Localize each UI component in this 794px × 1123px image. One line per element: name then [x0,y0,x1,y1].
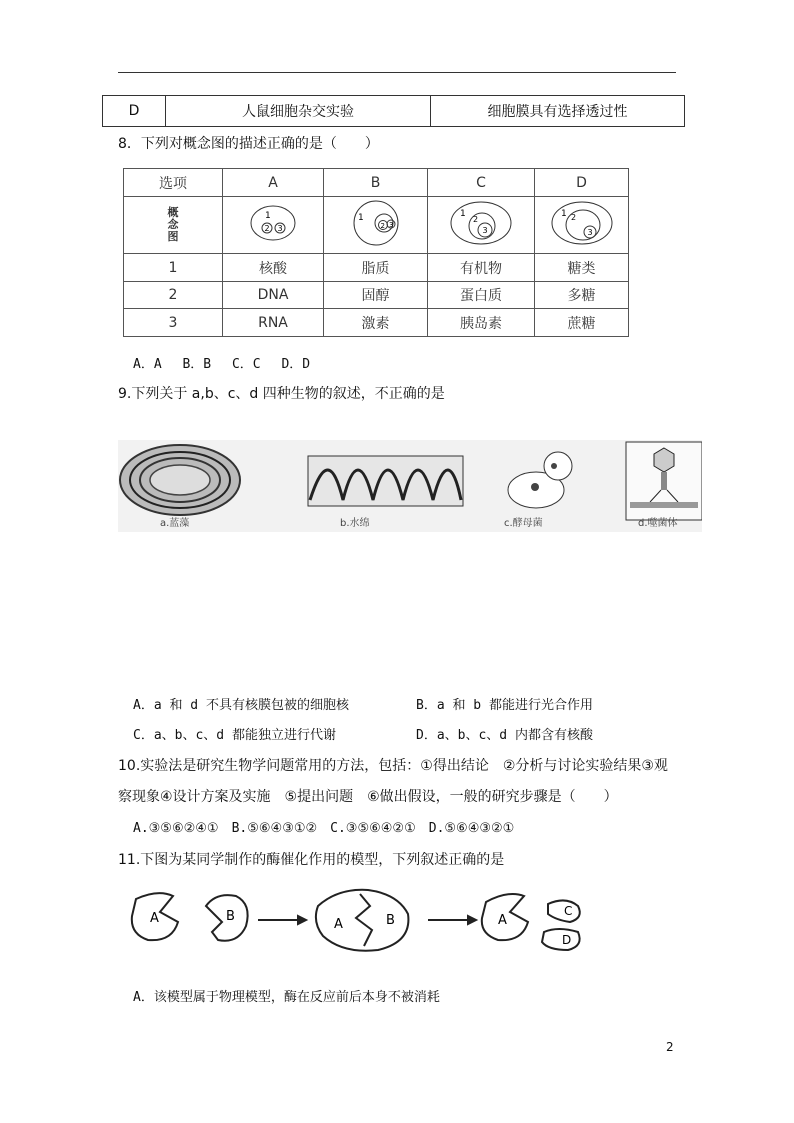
spirogyra-illustration [308,456,463,506]
cyanobacteria-illustration [120,445,240,515]
table-cell: 1 [124,254,223,282]
table-cell: 蛋白质 [428,282,535,309]
diagram-number: 3 [587,228,593,237]
table-row [103,96,685,127]
figure-label: a.蓝藻 [160,518,190,529]
diagram-number: 3 [277,224,283,233]
diagram-label-char: 念 [167,218,179,231]
model-label: C [564,904,573,918]
q9-stem: 9.下列关于 a,b、c、d 四种生物的叙述，不正确的是 [118,386,445,402]
table-cell: 多糖 [535,282,629,309]
diagram-number: 3 [388,221,393,229]
table-row [124,197,629,254]
table-row [124,282,629,309]
concept-diagram-d-svg [547,198,617,248]
diagram-row-label [124,197,223,254]
q8-stem: 8．下列对概念图的描述正确的是（ ） [118,136,379,152]
diagram-number: 2 [264,224,270,233]
diagram-number: 2 [380,222,385,230]
table-cell: 有机物 [428,254,535,282]
table-header: A [223,169,324,197]
concept-diagram-a [223,197,324,254]
figure-label: b.水绵 [340,518,370,529]
organisms-figure [118,440,702,532]
table-cell: RNA [223,309,324,337]
diagram-number: 2 [473,215,479,224]
phage-illustration [626,442,702,520]
table-header: B [324,169,428,197]
diagram-label-char: 图 [167,230,179,243]
concept-table [123,168,629,337]
table-row [124,309,629,337]
table-row [124,169,629,197]
enzyme-model-figure [128,884,598,964]
model-label: A [498,913,507,928]
figure-label: d.噬菌体 [638,518,678,529]
diagram-number: 1 [265,211,271,221]
table-cell: 脂质 [324,254,428,282]
diagram-number: 1 [357,213,364,223]
concept-diagram-c-svg [446,198,516,248]
top-table [102,95,685,127]
model-label: A [334,917,343,932]
table-cell: 细胞膜具有选择透过性 [431,96,685,127]
figure-label: c.酵母菌 [504,518,543,529]
concept-diagram-a-svg [243,201,303,245]
table-cell: 蔗糖 [535,309,629,337]
diagram-number: 2 [570,213,576,222]
q10-stem-line1: 10.实验法是研究生物学问题常用的方法，包括：①得出结论 ②分析与讨论实验结果③观 [118,758,668,774]
table-cell: 3 [124,309,223,337]
table-cell: 糖类 [535,254,629,282]
q11-stem: 11.下图为某同学制作的酶催化作用的模型，下列叙述正确的是 [118,852,505,868]
table-cell: 固醇 [324,282,428,309]
page-number: 2 [666,1040,674,1054]
q10-options: A.③⑤⑥②④① B.⑤⑥④③①② C.③⑤⑥④②① D.⑤⑥④③②① [133,821,515,836]
diagram-number: 3 [482,226,488,235]
q11-option-a: A．该模型属于物理模型，酶在反应前后本身不被消耗 [133,990,440,1005]
table-cell: 人鼠细胞杂交实验 [166,96,431,127]
table-header: D [535,169,629,197]
table-cell: D [103,96,166,127]
header-rule [118,72,676,73]
concept-diagram-d [535,197,629,254]
diagram-label-char: 概 [167,206,179,219]
model-label: B [226,909,235,924]
q9-option-d: D．a、b、c、d 内都含有核酸 [416,728,593,743]
table-cell: 2 [124,282,223,309]
table-header: C [428,169,535,197]
table-row [124,254,629,282]
q10-stem-line2: 察现象④设计方案及实施 ⑤提出问题 ⑥做出假设，一般的研究步骤是（ ） [118,789,618,805]
table-cell: 胰岛素 [428,309,535,337]
diagram-number: 1 [560,209,567,219]
table-cell: DNA [223,282,324,309]
q8-options: A．A B．B C．C D．D [133,357,311,372]
table-cell: 核酸 [223,254,324,282]
q9-option-a: A．a 和 d 不具有核膜包被的细胞核 [133,698,349,713]
model-label: A [150,911,159,926]
q9-option-b: B．a 和 b 都能进行光合作用 [416,698,593,713]
concept-diagram-b-svg [346,198,406,248]
model-label: B [386,913,395,928]
diagram-number: 1 [460,209,466,219]
table-cell: 激素 [324,309,428,337]
table-header: 选项 [124,169,223,197]
concept-diagram-b [324,197,428,254]
q9-option-c: C．a、b、c、d 都能独立进行代谢 [133,728,336,743]
concept-diagram-c [428,197,535,254]
model-label: D [562,933,572,947]
